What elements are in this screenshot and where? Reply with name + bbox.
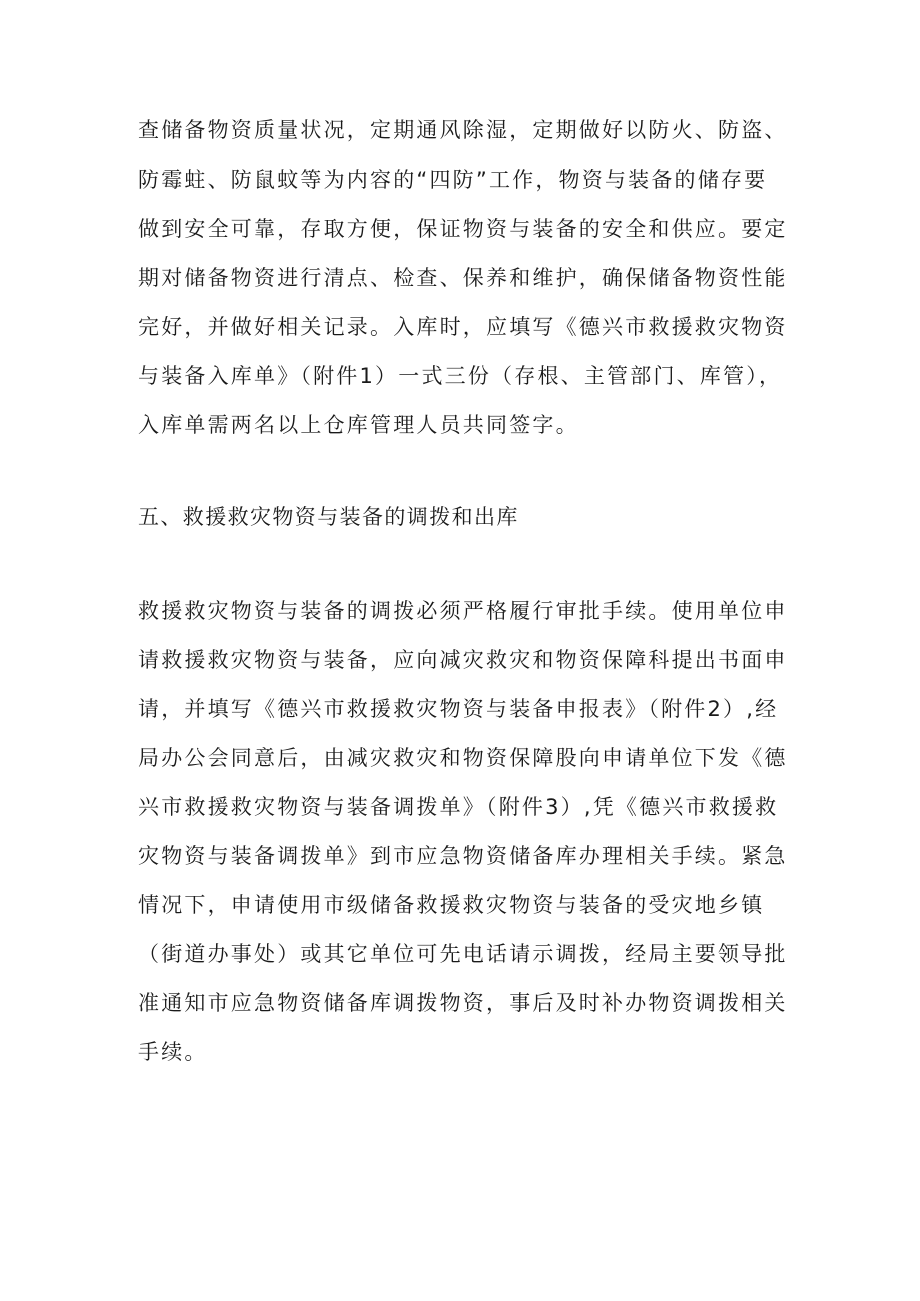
text-line: 灾物资与装备调拨单》到市应急物资储备库办理相关手续。紧急 — [138, 844, 788, 868]
text-line: 做到安全可靠，存取方便，保证物资与装备的安全和供应。要定 — [138, 217, 788, 241]
text-line: 手续。 — [138, 1040, 208, 1064]
text-line: 防霉蛀、防鼠蚊等为内容的“四防”工作，物资与装备的储存要 — [138, 168, 768, 192]
section-heading: 五、救援救灾物资与装备的调拨和出库 — [138, 505, 519, 529]
text-line: 入库单需两名以上仓库管理人员共同签字。 — [138, 413, 579, 437]
text-line: 救援救灾物资与装备的调拨必须严格履行审批手续。使用单位申 — [138, 599, 788, 623]
text-line: 请，并填写《德兴市救援救灾物资与装备申报表》（附件2）,经 — [138, 697, 779, 721]
text-line: 期对储备物资进行清点、检查、保养和维护，确保储备物资性能 — [138, 266, 788, 290]
text-line: 局办公会同意后，由减灾救灾和物资保障股向申请单位下发《德 — [138, 746, 788, 770]
text-line: 完好，并做好相关记录。入库时，应填写《德兴市救援救灾物资 — [138, 315, 788, 339]
text-line: 请救援救灾物资与装备，应向减灾救灾和物资保障科提出书面申 — [138, 648, 788, 672]
text-line: 兴市救援救灾物资与装备调拨单》（附件3）,凭《德兴市救援救 — [138, 795, 779, 819]
text-line: 情况下，申请使用市级储备救援救灾物资与装备的受灾地乡镇 — [138, 893, 765, 917]
text-line: 查储备物资质量状况，定期通风除湿，定期做好以防火、防盗、 — [138, 118, 788, 142]
text-line: 与装备入库单》（附件1）一式三份（存根、主管部门、库管）， — [138, 364, 783, 388]
text-line: 准通知市应急物资储备库调拨物资，事后及时补办物资调拨相关 — [138, 991, 788, 1015]
text-line: （街道办事处）或其它单位可先电话请示调拨，经局主要领导批 — [138, 942, 788, 966]
